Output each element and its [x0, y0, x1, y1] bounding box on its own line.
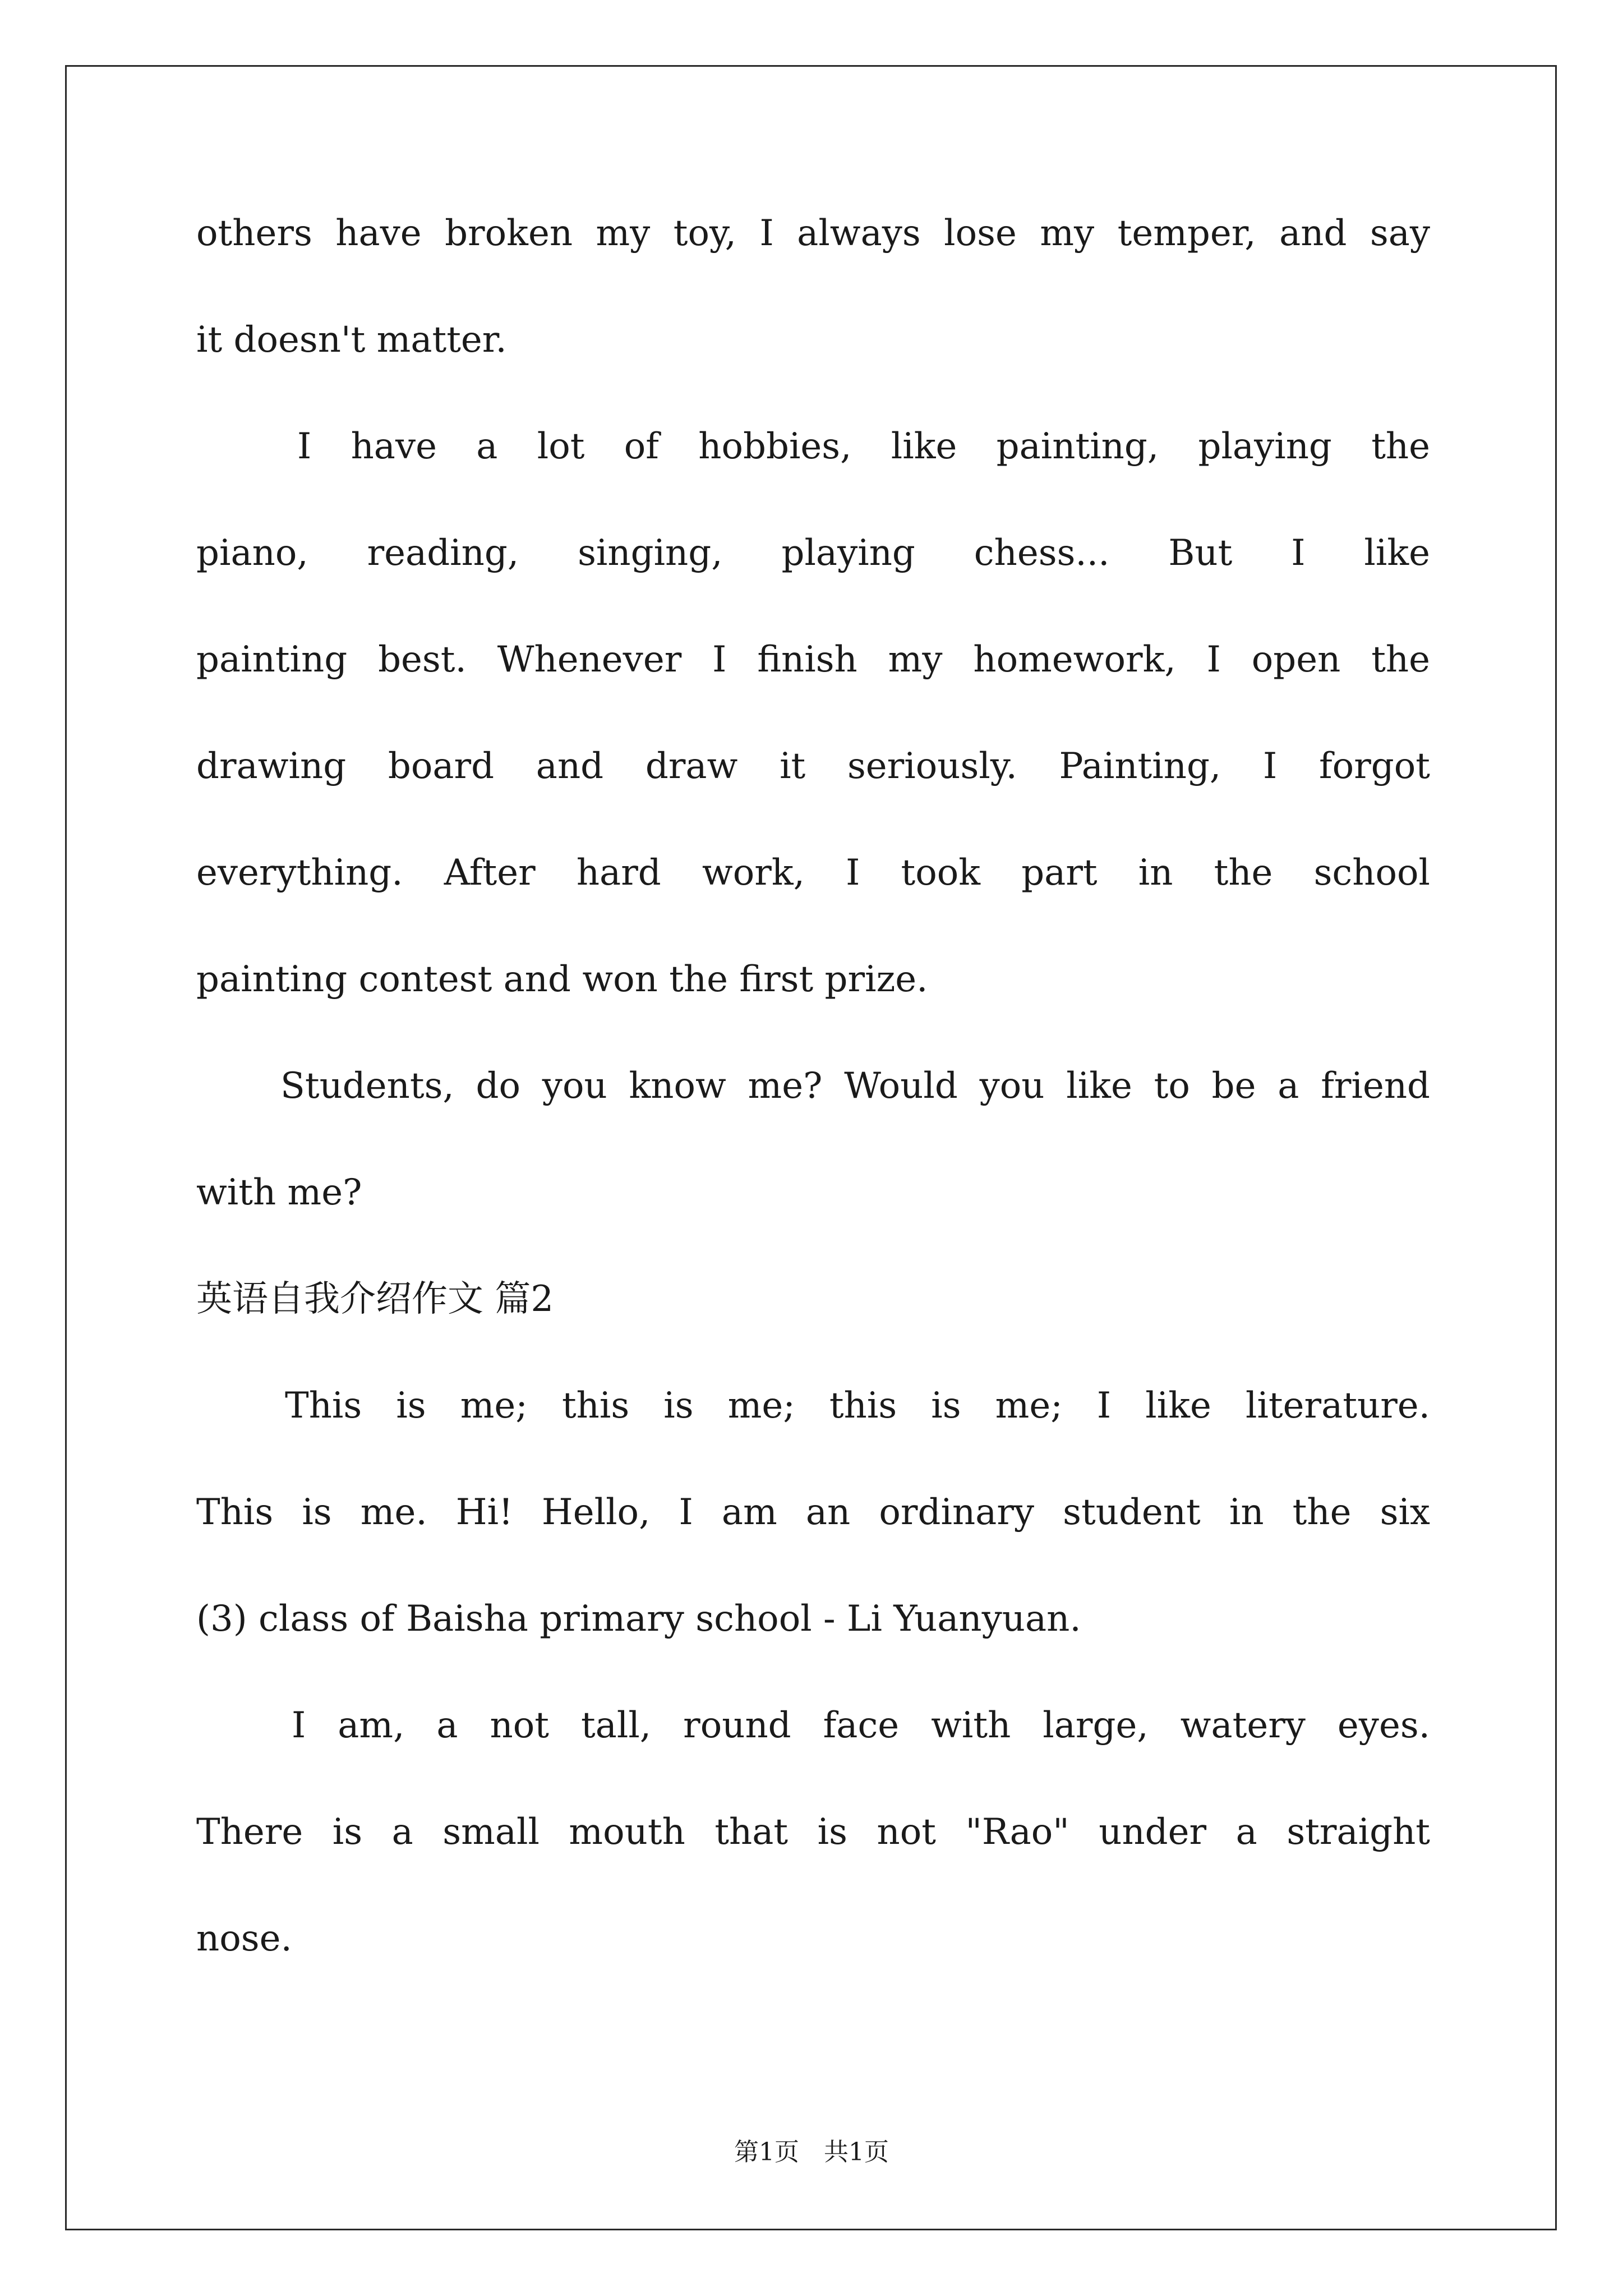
text-line: others have broken my toy, I always lose my temper, and say	[196, 213, 1430, 254]
text-line: This is me. Hi! Hello, I am an ordinary student in the six	[196, 1492, 1430, 1533]
text-line: drawing board and draw it seriously. Painting, I forgot	[196, 746, 1430, 787]
text-line: with me?	[196, 1172, 362, 1213]
text-line: nose.	[196, 1918, 292, 1959]
page-border	[65, 65, 1557, 2230]
text-line: it doesn't matter.	[196, 319, 507, 361]
text-line: This is me; this is me; this is me; I like literature.	[285, 1385, 1430, 1427]
text-line: painting best. Whenever I finish my homework, I open the	[196, 639, 1430, 680]
text-line: I am, a not tall, round face with large, watery eyes.	[292, 1705, 1430, 1746]
text-line: Students, do you know me? Would you like to be a friend	[280, 1065, 1430, 1107]
text-line: There is a small mouth that is not "Rao" under a straight	[196, 1811, 1430, 1853]
section-heading: 英语自我介绍作文 篇2	[196, 1278, 554, 1320]
text-line: piano, reading, singing, playing chess... But I like	[196, 532, 1430, 574]
text-line: (3) class of Baisha primary school - Li Yuanyuan.	[196, 1598, 1081, 1640]
text-line: I have a lot of hobbies, like painting, playing the	[297, 426, 1430, 467]
text-line: everything. After hard work, I took part in the school	[196, 852, 1430, 894]
text-line: painting contest and won the first prize.	[196, 959, 928, 1000]
page-number: 第1页 共1页	[734, 2138, 889, 2166]
